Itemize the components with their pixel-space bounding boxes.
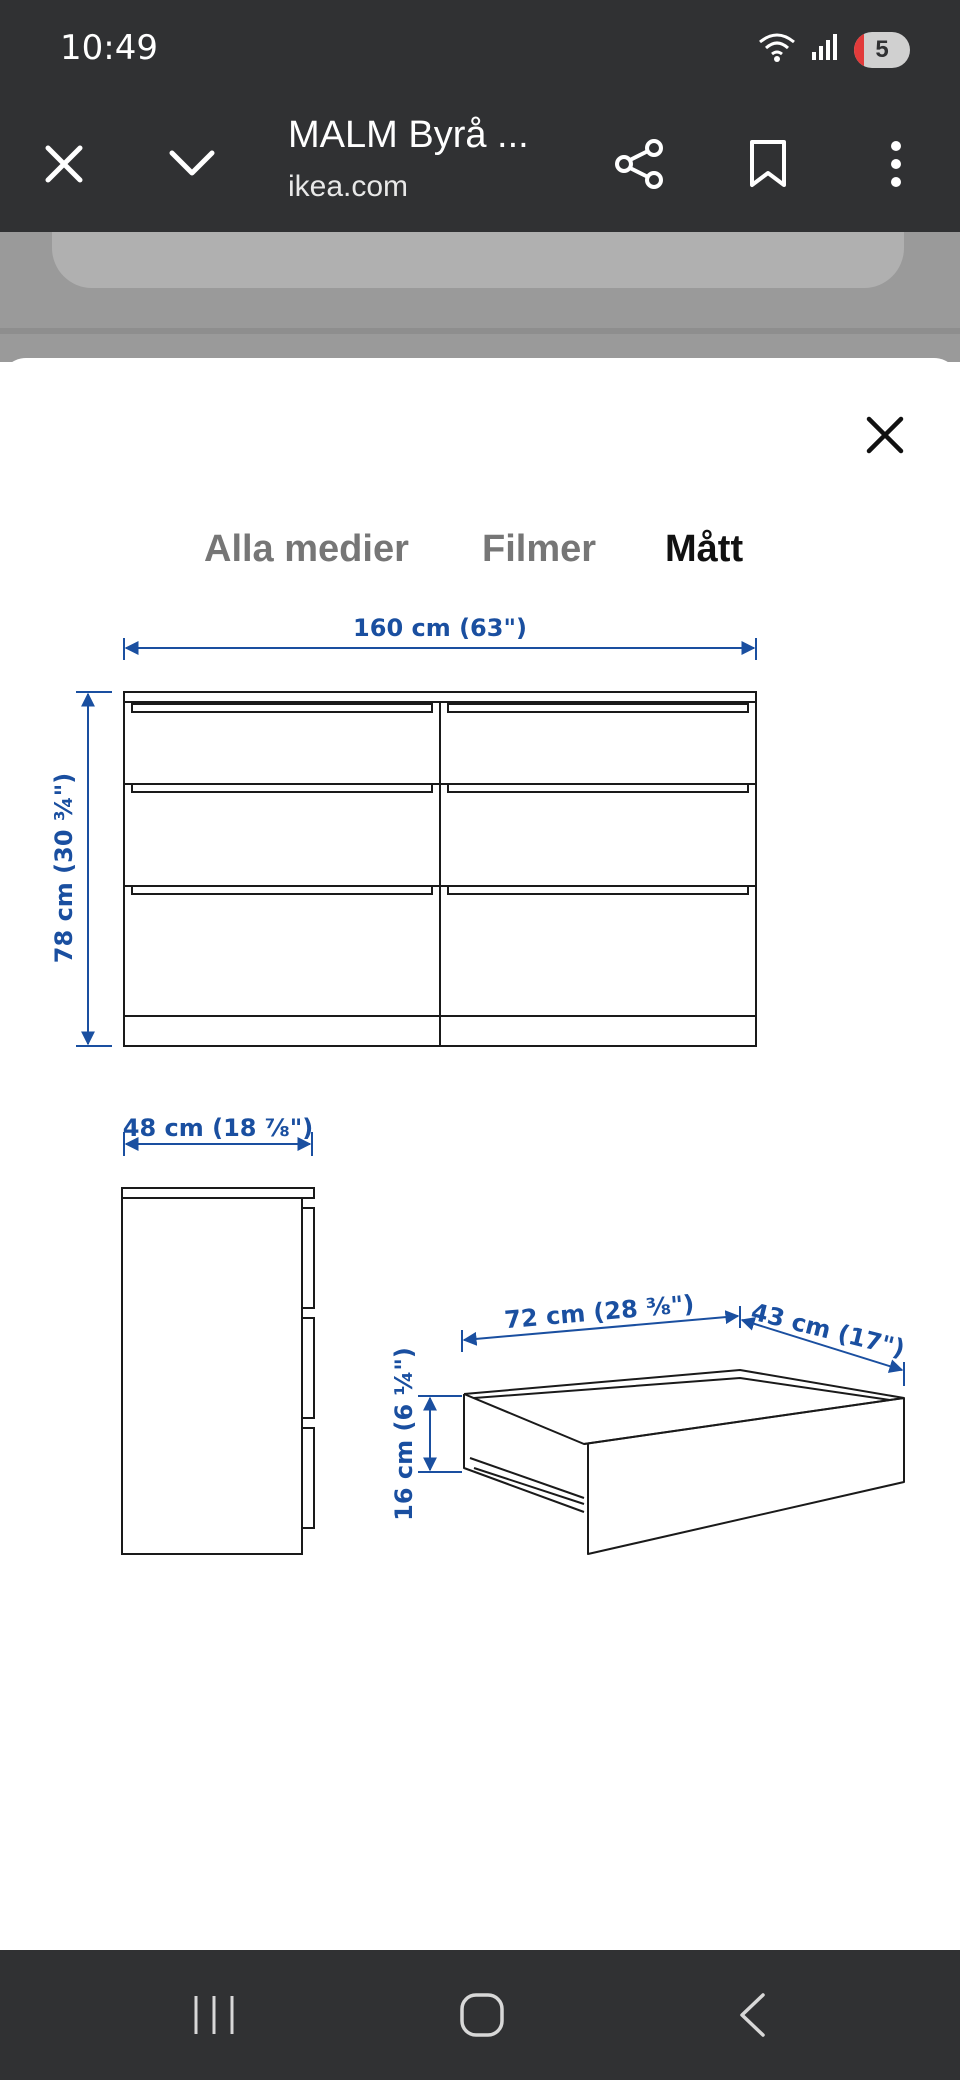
drawer-depth-dimension (742, 1298, 908, 1386)
height-label: 78 cm (30 ¾") (50, 772, 78, 964)
back-button[interactable] (712, 1980, 792, 2050)
home-button[interactable] (442, 1980, 522, 2050)
close-tab-button[interactable] (24, 124, 104, 204)
share-button[interactable] (600, 124, 680, 204)
depth-label: 48 cm (18 ⅞") (122, 1114, 314, 1142)
tab-alla-medier[interactable]: Alla medier (204, 528, 409, 570)
wifi-icon (758, 30, 796, 69)
bookmark-icon (748, 139, 788, 189)
status-bar (0, 0, 960, 100)
signal-icon (810, 32, 840, 67)
drawer-width-label: 72 cm (28 ⅜") (503, 1289, 696, 1335)
media-tabs (0, 528, 960, 588)
home-icon (459, 1992, 505, 2038)
close-icon (42, 142, 86, 186)
width-label: 160 cm (63") (353, 614, 527, 642)
modal-close-button[interactable] (850, 400, 920, 470)
chevron-down-icon (168, 149, 216, 179)
browser-toolbar (0, 100, 960, 232)
share-icon (614, 138, 666, 190)
minimize-button[interactable] (152, 124, 232, 204)
more-options-button[interactable] (856, 124, 936, 204)
recent-apps-button[interactable] (174, 1980, 254, 2050)
dresser-side-view (122, 1188, 314, 1554)
width-dimension (124, 614, 756, 660)
system-nav-bar (0, 1950, 960, 2080)
depth-dimension (123, 1114, 313, 1156)
drawer-height-label: 16 cm (6 ¼") (390, 1347, 418, 1521)
page-title: MALM Byrå ... (288, 114, 529, 156)
drawer-width-dimension (462, 1290, 740, 1352)
bookmark-button[interactable] (728, 124, 808, 204)
battery-icon (854, 32, 910, 68)
media-modal (0, 358, 960, 1950)
back-icon (737, 1992, 767, 2038)
tab-filmer[interactable]: Filmer (482, 528, 597, 570)
dimension-drawing (0, 608, 960, 1908)
background-search-field (52, 232, 904, 288)
tab-matt[interactable]: Mått (665, 528, 744, 570)
recent-apps-icon (192, 1994, 236, 2036)
close-icon (866, 416, 904, 454)
background-divider (0, 328, 960, 334)
page-url: ikea.com (288, 170, 409, 203)
dresser-front-view (124, 692, 756, 1046)
dimmed-page-background (0, 232, 960, 362)
status-icons (758, 30, 910, 69)
drawer-depth-label: 43 cm (17") (748, 1297, 908, 1363)
status-time: 10:49 (60, 28, 158, 68)
drawer-height-dimension (390, 1347, 462, 1521)
more-vertical-icon (890, 140, 902, 188)
battery-level: 5 (875, 35, 889, 63)
drawer-box-view (464, 1370, 904, 1554)
height-dimension (50, 692, 112, 1046)
